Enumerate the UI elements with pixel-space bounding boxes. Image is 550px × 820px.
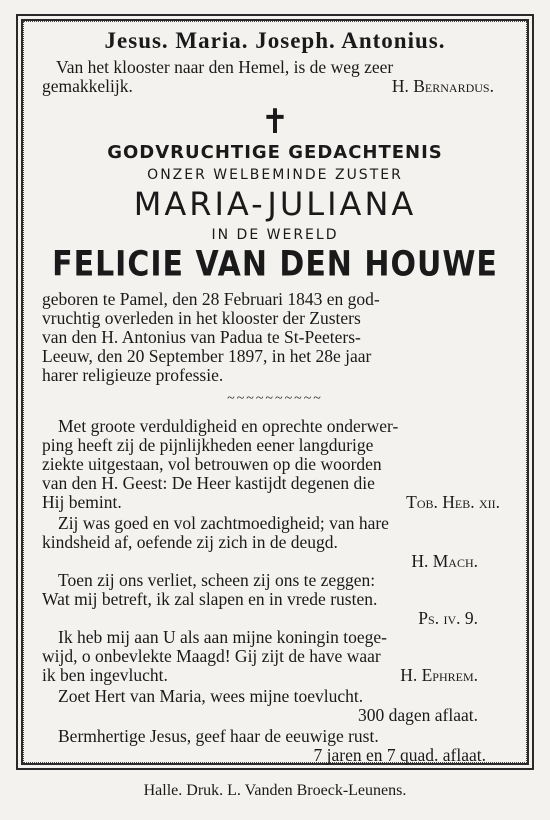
verse-line: ziekte uitgestaan, vol betrouwen op die woorden <box>42 454 382 474</box>
verse-1 <box>42 417 508 512</box>
bio-line: van den H. Antonius van Padua te St-Peeters- <box>42 327 361 347</box>
verse-line: Hij bemint. <box>42 492 122 512</box>
verse-source: Ps. iv. 9. <box>418 608 478 628</box>
verse-source: H. Mach. <box>411 551 478 571</box>
verse-3 <box>42 571 508 628</box>
verse-line: kindsheid af, oefende zij zich in de deugd. <box>42 532 338 552</box>
quote-author: H. Bernardus. <box>391 76 494 96</box>
religious-name: MARIA-JULIANA <box>133 185 417 223</box>
quote-line-2: gemakkelijk. <box>42 76 133 96</box>
verse-source-row <box>42 666 508 685</box>
prayer-1 <box>42 687 508 725</box>
verse-line: Zij was goed en vol zachtmoedigheid; van hare <box>58 513 389 533</box>
quote-line-2-row <box>42 77 508 96</box>
bio-line: Leeuw, den 20 September 1897, in het 28e jaar <box>42 346 372 366</box>
header-title: Jesus. Maria. Joseph. Antonius. <box>104 28 446 53</box>
verse-line: Toen zij ons verliet, scheen zij ons te zeggen: <box>58 570 376 590</box>
verse-2 <box>42 514 508 571</box>
quote-line-1: Van het klooster naar den Hemel, is de weg zeer <box>56 57 394 77</box>
bio-line: vruchtig overleden in het klooster der Zusters <box>42 308 361 328</box>
verse-line: Ik heb mij aan U als aan mijne koningin toege- <box>58 627 388 647</box>
memorial-card <box>42 28 508 765</box>
biography <box>42 290 508 385</box>
world-label: IN DE WERELD <box>211 227 339 243</box>
prayer-2 <box>42 727 508 765</box>
verse-line: Wat mij betreft, ik zal slapen en in vrede rusten. <box>42 589 378 609</box>
verse-source-row <box>42 493 508 512</box>
printer-credit: Halle. Druk. L. Vanden Broeck-Leunens. <box>143 782 407 799</box>
prayer-indulgence: 7 jaren en 7 quad. aflaat. <box>313 745 486 765</box>
verse-source: Tob. Heb. xii. <box>406 492 500 512</box>
bio-line: geboren te Pamel, den 28 Februari 1843 en god- <box>42 289 380 309</box>
verse-line: wijd, o onbevlekte Maagd! Gij zijt de have waar <box>42 646 381 666</box>
memorial-subtitle: ONZER WELBEMINDE ZUSTER <box>147 167 403 183</box>
verse-line: van den H. Geest: De Heer kastijdt degenen die <box>42 473 375 493</box>
cross-icon: ✝ <box>260 104 290 141</box>
prayer-text: Bermhertige Jesus, geef haar de eeuwige rust. <box>58 726 379 746</box>
verse-line: ik ben ingevlucht. <box>42 665 168 685</box>
verse-line: ping heeft zij de pijnlijkheden eener langdurige <box>42 435 374 455</box>
verse-source: H. Ephrem. <box>400 665 478 685</box>
verse-line: Met groote verduldigheid en oprechte onderwer- <box>58 416 399 436</box>
birth-name: FELICIE VAN DEN HOUWE <box>52 244 498 285</box>
memorial-title: GODVRUCHTIGE GEDACHTENIS <box>107 142 443 163</box>
verse-4 <box>42 628 508 685</box>
prayer-indulgence: 300 dagen aflaat. <box>357 705 478 725</box>
separator-ornament: ~~~~~~~~~~ <box>227 391 323 406</box>
bio-line: harer religieuze professie. <box>42 365 224 385</box>
prayer-text: Zoet Hert van Maria, wees mijne toevlucht. <box>58 686 364 706</box>
